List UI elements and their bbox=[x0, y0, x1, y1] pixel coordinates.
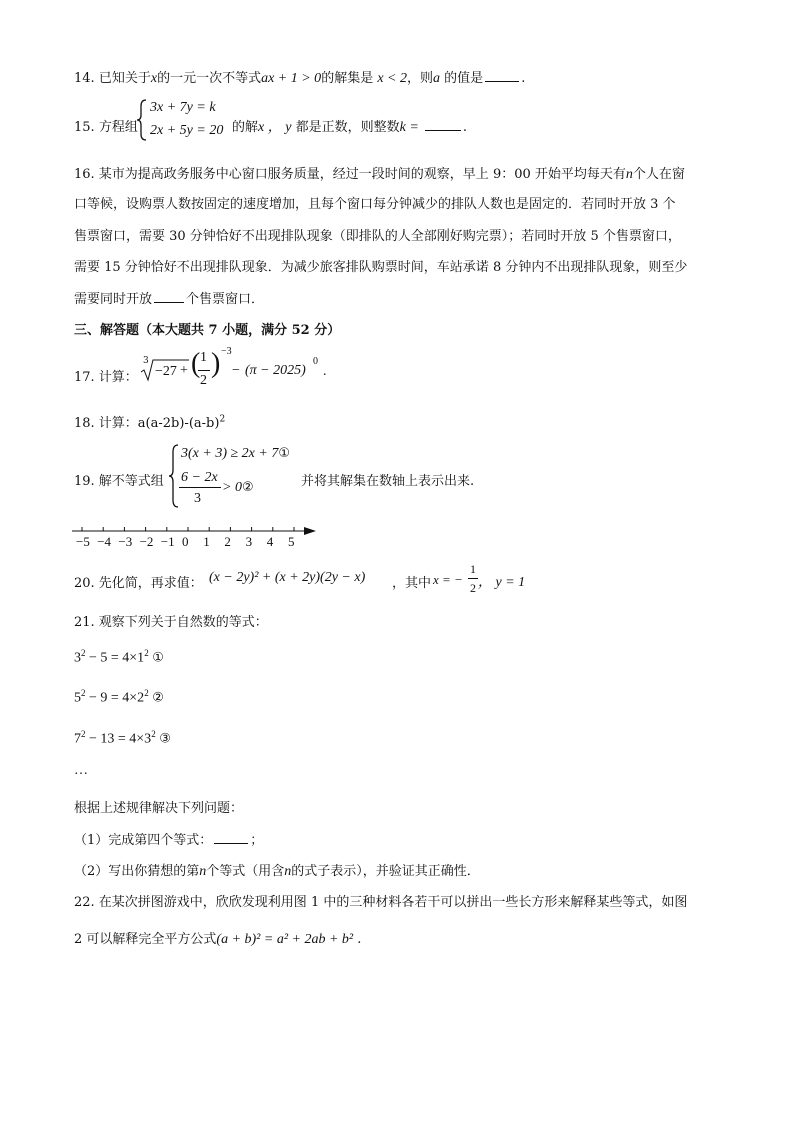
q20-number: 20. 先化简，再求值： bbox=[74, 576, 203, 591]
q21-ellipsis: … bbox=[74, 763, 88, 778]
q14-number: 14. bbox=[74, 71, 95, 86]
arrow-right-icon bbox=[304, 527, 316, 535]
q17-exponent: −3 bbox=[221, 346, 232, 357]
number-line-label: −3 bbox=[118, 534, 133, 549]
q19-gt0: > 0 bbox=[222, 480, 242, 495]
q20-expression: (x − 2y)² + (x + 2y)(2y − x) bbox=[209, 570, 366, 585]
q17-end: . bbox=[323, 364, 327, 379]
q14-text: ，则 bbox=[407, 71, 434, 86]
number-line-label: 5 bbox=[288, 534, 295, 549]
q18-text: 18. 计算：a(a-2b)-(a-b) bbox=[74, 416, 220, 431]
q14-var-a: a bbox=[433, 71, 441, 86]
q16-line-2: 口等候，设购票人数按固定的速度增加，且每个窗口每分钟减少的排队人数也是固定的．若同时开放 3 个 bbox=[74, 197, 676, 212]
q22-line-1: 22. 在某次拼图游戏中，欣欣发现利用图 1 中的三种材料各若干可以拼出一些长方形来解释某些等式，如图 bbox=[74, 895, 688, 910]
q15-text: 方程组 bbox=[98, 120, 138, 135]
number-line-label: −5 bbox=[76, 534, 90, 549]
q21-sub2-text: 个等式（用含 bbox=[206, 864, 285, 879]
number-line-label: 0 bbox=[182, 534, 189, 549]
q21-eq2-base: 5 bbox=[74, 690, 81, 706]
system-brace bbox=[136, 98, 148, 142]
q20-frac-bar bbox=[468, 578, 478, 579]
q21-eq1-base: 3 bbox=[74, 650, 81, 666]
question-14 bbox=[74, 67, 525, 87]
q17-right-paren: ) bbox=[211, 348, 221, 379]
q22-text: 2 可以解释完全平方公式 bbox=[74, 932, 217, 947]
q15-end: . bbox=[462, 120, 468, 135]
q16-text: 个人在窗 bbox=[632, 167, 685, 182]
q19-frac-num: 6 − 2x bbox=[181, 470, 218, 485]
q14-var-x: x bbox=[150, 71, 158, 86]
q14-end: . bbox=[521, 71, 526, 86]
q22-formula: (a + b)² = a² + 2ab + b² bbox=[216, 932, 354, 947]
q14-inequality: ax + 1 > 0 bbox=[261, 71, 322, 86]
number-line-label: 1 bbox=[203, 534, 210, 549]
q19-inequality-1 bbox=[181, 446, 290, 462]
q20-text: ，其中 bbox=[392, 576, 432, 591]
number-line-label: −4 bbox=[97, 534, 112, 549]
q21-var-n: n bbox=[199, 864, 207, 879]
q16-line-4: 需要 15 分钟恰好不出现排队现象．为减少旅客排队购票时间，车站承诺 8 分钟内不出现排队现象，则至少 bbox=[74, 260, 688, 275]
q17-minus: − bbox=[232, 363, 240, 378]
q19-frac-bar bbox=[179, 487, 221, 488]
q19-mark-1: ① bbox=[278, 446, 290, 461]
q15-equation-1: 3x + 7y = k bbox=[150, 100, 216, 115]
q20-frac-den: 2 bbox=[470, 581, 476, 595]
q21-sub1-end: ； bbox=[250, 833, 264, 848]
q20-frac-num: 1 bbox=[470, 562, 476, 576]
q16-line-5 bbox=[74, 288, 264, 307]
q21-eq3-rest: − 13 = 4×3 bbox=[85, 731, 152, 747]
q15-text: 都是正数，则整数 bbox=[295, 120, 400, 135]
system-brace bbox=[168, 443, 180, 509]
q18-exponent: 2 bbox=[219, 414, 226, 425]
q21-equation-2 bbox=[74, 688, 164, 707]
q14-solution: x < 2 bbox=[377, 71, 408, 86]
q21-sub2-text: （2）写出你猜想的第 bbox=[74, 864, 200, 879]
q19-mark-2: ② bbox=[241, 480, 254, 495]
q16-line-1 bbox=[74, 163, 685, 183]
q17-frac-num: 1 bbox=[200, 350, 207, 365]
q14-text: 已知关于 bbox=[98, 71, 151, 86]
number-line-label: −1 bbox=[160, 534, 175, 549]
q15-text: 的解 bbox=[232, 120, 259, 135]
q20-y-value: ， y = 1 bbox=[478, 575, 526, 590]
q21-eq2-sq: 2 bbox=[81, 688, 86, 698]
question-15 bbox=[74, 116, 138, 135]
section-heading: 三、解答题（本大题共 7 小题，满分 52 分） bbox=[74, 323, 341, 338]
q17-number: 17. 计算： bbox=[74, 370, 138, 385]
q20-x-value: x = − bbox=[433, 572, 463, 587]
q15-number: 15. bbox=[74, 120, 95, 135]
q19-frac-den: 3 bbox=[194, 491, 201, 506]
q21-prompt: 根据上述规律解决下列问题： bbox=[74, 801, 244, 816]
q17-radicand: −27 bbox=[155, 364, 177, 379]
number-line-label: −2 bbox=[139, 534, 154, 549]
q21-equation-1 bbox=[74, 648, 164, 667]
q19-inequality-2 bbox=[222, 480, 254, 496]
q16-var-n: n bbox=[625, 167, 633, 182]
q21-eq3-sq2: 2 bbox=[151, 729, 156, 739]
q14-text: 的值是 bbox=[444, 71, 484, 86]
q21-sub-1 bbox=[74, 829, 263, 848]
q17-paren-expr: (π − 2025) bbox=[245, 363, 306, 378]
q21-intro: 21. 观察下列关于自然数的等式： bbox=[74, 615, 268, 630]
q21-eq3-sq: 2 bbox=[81, 729, 86, 739]
q17-left-paren: ( bbox=[191, 348, 201, 379]
q16-line-3: 售票窗口，需要 30 分钟恰好不出现排队现象（即排队的人全部刚好购完票）；若同时开放 5 个售票窗口， bbox=[74, 229, 681, 244]
q14-text: 的解集是 bbox=[321, 71, 374, 86]
q19-tail: 并将其解集在数轴上表示出来. bbox=[301, 474, 475, 489]
q21-eq3-base: 7 bbox=[74, 731, 81, 747]
q21-eq1-mark: ① bbox=[152, 650, 164, 666]
q21-eq2-sq2: 2 bbox=[144, 688, 149, 698]
q21-sub1-text: （1）完成第四个等式： bbox=[74, 833, 213, 848]
q14-answer-blank bbox=[485, 80, 519, 82]
q21-eq3-mark: ③ bbox=[159, 731, 171, 747]
q21-eq1-rest: − 5 = 4×1 bbox=[85, 650, 145, 666]
q21-sub2-text: 的式子表示），并验证其正确性． bbox=[291, 864, 480, 879]
q16-text: 需要同时开放 bbox=[74, 292, 153, 307]
q21-eq2-mark: ② bbox=[152, 690, 164, 706]
q21-eq1-sq: 2 bbox=[81, 648, 86, 658]
q15-vars: x ， y bbox=[258, 120, 292, 135]
q22-end: . bbox=[357, 932, 362, 947]
q21-eq1-sq2: 2 bbox=[144, 648, 149, 658]
q17-frac-bar bbox=[198, 370, 210, 371]
q17-exponent-zero: 0 bbox=[313, 356, 318, 367]
q17-frac-den: 2 bbox=[200, 373, 207, 388]
q17-root-index: 3 bbox=[143, 356, 149, 366]
q15-k: k = bbox=[399, 120, 419, 135]
q22-line-2 bbox=[74, 928, 361, 948]
q17-plus: + bbox=[180, 363, 188, 378]
q21-sub1-blank bbox=[214, 842, 248, 844]
q16-text: 16. 某市为提高政务服务中心窗口服务质量，经过一段时间的观察，早上 9：00 开始平均每天有 bbox=[74, 167, 626, 182]
q15-tail bbox=[232, 116, 467, 136]
q21-sub-2 bbox=[74, 860, 480, 880]
q21-eq2-rest: − 9 = 4×2 bbox=[85, 690, 145, 706]
q19-number: 19. 解不等式组 bbox=[74, 474, 164, 489]
q21-equation-3 bbox=[74, 729, 171, 748]
question-18 bbox=[74, 412, 225, 431]
number-line-label: 3 bbox=[245, 534, 253, 549]
q16-answer-blank bbox=[154, 301, 184, 303]
q14-text: 的一元一次不等式 bbox=[157, 71, 262, 86]
q16-text: 个售票窗口． bbox=[186, 292, 265, 307]
number-line-label: 4 bbox=[266, 534, 274, 549]
q19-ineq1-text: 3(x + 3) ≥ 2x + 7 bbox=[181, 446, 279, 461]
q15-equation-2: 2x + 5y = 20 bbox=[150, 123, 224, 138]
q15-answer-blank bbox=[425, 129, 461, 131]
number-line-label: 2 bbox=[224, 534, 231, 549]
q21-var-n: n bbox=[284, 864, 292, 879]
